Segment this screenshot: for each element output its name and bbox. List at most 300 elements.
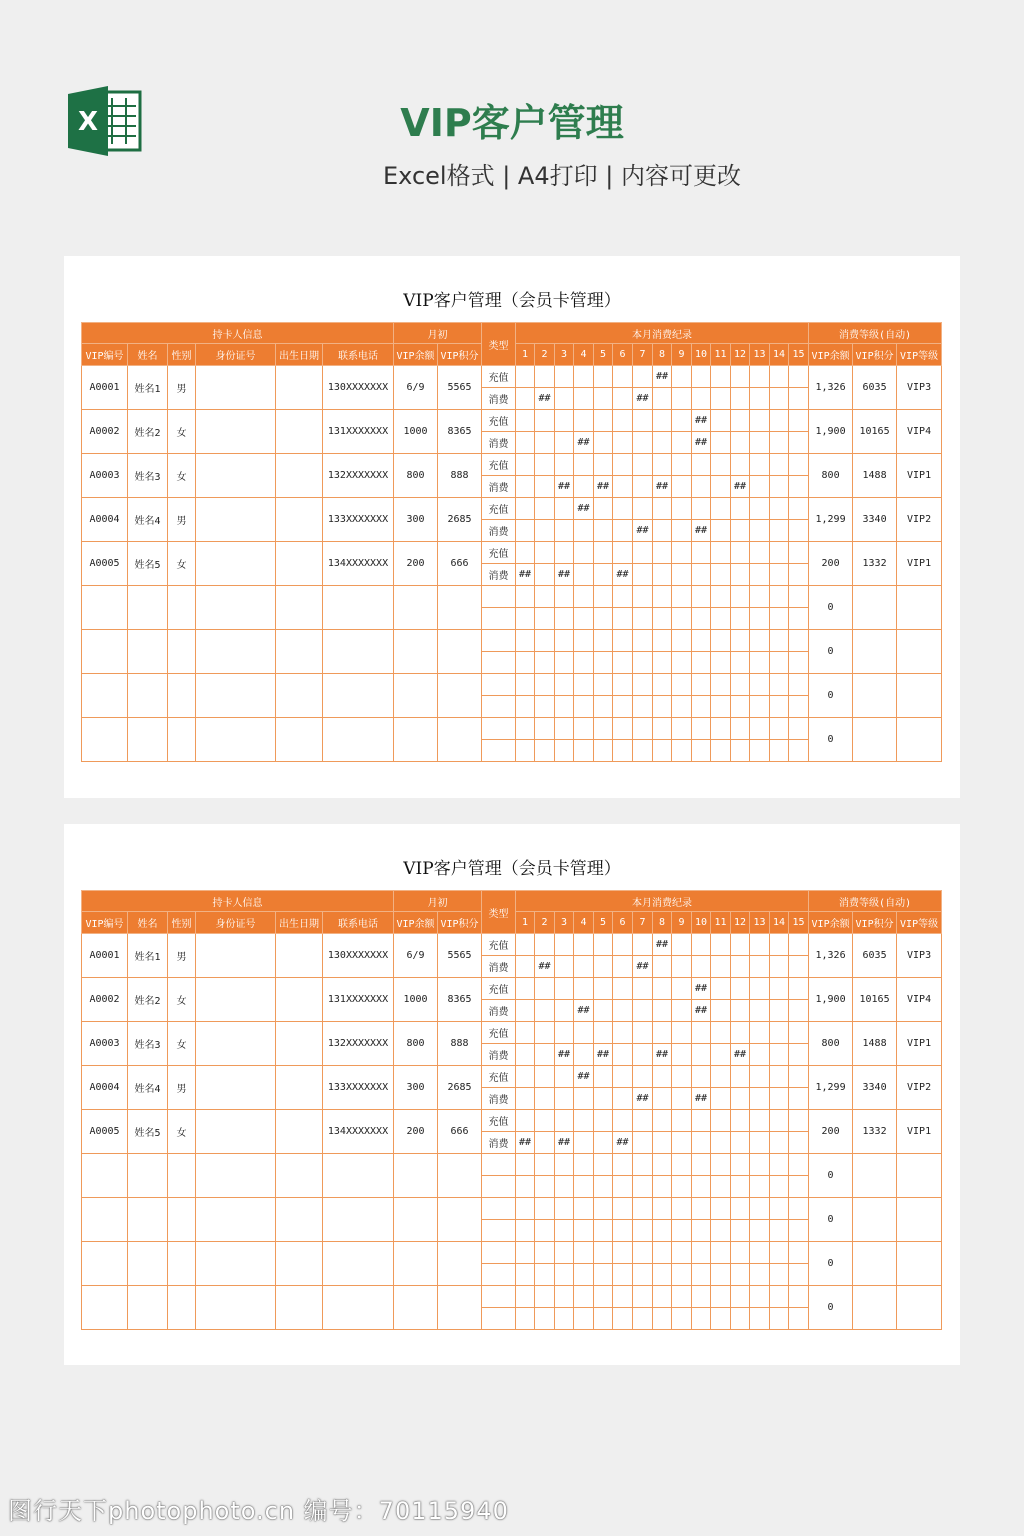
column-header: 出生日期 [276, 344, 323, 366]
day-cell [516, 740, 535, 762]
day-cell [555, 388, 574, 410]
cell-name [128, 674, 168, 718]
day-cell [516, 674, 535, 696]
day-cell [594, 542, 613, 564]
day-cell [692, 476, 711, 498]
day-cell [535, 542, 555, 564]
day-cell [672, 674, 692, 696]
day-cell [516, 1242, 535, 1264]
cell-vip-no: A0001 [82, 934, 128, 978]
type-cell [482, 1154, 516, 1176]
cell-points [438, 718, 482, 762]
cell-vip-no [82, 630, 128, 674]
cell-vip-level: VIP4 [897, 410, 942, 454]
day-cell [711, 1220, 731, 1242]
cell-name: 姓名4 [128, 1066, 168, 1110]
cell-phone: 134XXXXXXX [323, 1110, 394, 1154]
day-cell [574, 1088, 594, 1110]
day-cell [770, 388, 789, 410]
day-cell [613, 978, 633, 1000]
cell-cur-balance: 200 [809, 1110, 853, 1154]
day-header: 1 [516, 344, 535, 366]
day-cell [789, 1022, 809, 1044]
day-cell [594, 388, 613, 410]
day-cell [574, 454, 594, 476]
day-cell [711, 1154, 731, 1176]
day-cell [633, 1242, 653, 1264]
day-cell [750, 476, 770, 498]
cell-vip-level: VIP1 [897, 1022, 942, 1066]
day-cell [516, 476, 535, 498]
day-cell [555, 1242, 574, 1264]
day-cell [731, 1110, 750, 1132]
day-cell [692, 366, 711, 388]
day-cell [594, 956, 613, 978]
header-row [82, 891, 942, 912]
day-cell [731, 564, 750, 586]
day-cell [789, 608, 809, 630]
day-header: 13 [750, 912, 770, 934]
cell-cur-points [853, 674, 897, 718]
day-cell [750, 978, 770, 1000]
table-row [82, 934, 942, 956]
day-cell [770, 740, 789, 762]
day-cell [789, 740, 809, 762]
day-cell [555, 586, 574, 608]
cell-id-card [196, 1066, 276, 1110]
day-cell [789, 1220, 809, 1242]
day-cell [535, 978, 555, 1000]
cell-phone [323, 1242, 394, 1286]
day-cell [731, 1022, 750, 1044]
day-cell [711, 630, 731, 652]
cell-vip-level [897, 1198, 942, 1242]
day-cell [770, 1000, 789, 1022]
cell-cur-points: 1488 [853, 1022, 897, 1066]
cell-vip-no: A0002 [82, 410, 128, 454]
day-cell [653, 432, 672, 454]
cell-cur-balance: 1,326 [809, 934, 853, 978]
day-cell [789, 1286, 809, 1308]
day-cell [594, 410, 613, 432]
day-cell [731, 1198, 750, 1220]
day-cell: ## [535, 388, 555, 410]
cell-birthday [276, 1154, 323, 1198]
day-cell: ## [731, 476, 750, 498]
day-cell [535, 652, 555, 674]
day-cell [750, 564, 770, 586]
cell-gender [168, 1286, 196, 1330]
day-cell [770, 564, 789, 586]
cell-gender [168, 586, 196, 630]
day-cell [653, 586, 672, 608]
day-cell [613, 498, 633, 520]
day-cell [555, 696, 574, 718]
day-header: 6 [613, 912, 633, 934]
type-cell: 消费 [482, 476, 516, 498]
day-cell [770, 366, 789, 388]
day-cell [653, 388, 672, 410]
day-cell [516, 1044, 535, 1066]
cell-id-card [196, 1242, 276, 1286]
day-cell [535, 564, 555, 586]
column-header: VIP编号 [82, 912, 128, 934]
day-cell [613, 476, 633, 498]
day-cell [653, 652, 672, 674]
type-cell [482, 586, 516, 608]
day-cell [770, 956, 789, 978]
table-row [82, 630, 942, 652]
day-cell [653, 1242, 672, 1264]
day-cell [711, 652, 731, 674]
day-cell [672, 740, 692, 762]
cell-points: 888 [438, 454, 482, 498]
day-cell [653, 542, 672, 564]
cell-birthday [276, 934, 323, 978]
column-header: VIP余额 [809, 912, 853, 934]
type-cell: 消费 [482, 956, 516, 978]
day-cell [789, 1242, 809, 1264]
day-cell [711, 366, 731, 388]
day-cell [633, 978, 653, 1000]
day-cell [613, 1044, 633, 1066]
day-cell [633, 366, 653, 388]
day-cell [594, 1308, 613, 1330]
day-cell [770, 520, 789, 542]
day-cell [516, 956, 535, 978]
cell-name: 姓名1 [128, 934, 168, 978]
column-header: VIP余额 [809, 344, 853, 366]
table-row [82, 586, 942, 608]
cell-gender [168, 674, 196, 718]
day-cell [594, 674, 613, 696]
cell-points [438, 1154, 482, 1198]
day-cell [711, 388, 731, 410]
cell-vip-no [82, 674, 128, 718]
day-cell [594, 454, 613, 476]
day-cell [711, 520, 731, 542]
cell-phone: 133XXXXXXX [323, 498, 394, 542]
cell-id-card [196, 1022, 276, 1066]
cell-cur-balance: 1,326 [809, 366, 853, 410]
day-cell [594, 520, 613, 542]
cell-gender [168, 630, 196, 674]
day-cell [555, 1066, 574, 1088]
day-cell [535, 366, 555, 388]
cell-vip-no: A0005 [82, 542, 128, 586]
day-cell [516, 978, 535, 1000]
day-cell [692, 1154, 711, 1176]
table-row [82, 1286, 942, 1308]
day-cell: ## [633, 520, 653, 542]
day-cell [672, 454, 692, 476]
cell-vip-no [82, 1242, 128, 1286]
cell-birthday [276, 454, 323, 498]
day-cell [653, 454, 672, 476]
day-cell [653, 1110, 672, 1132]
day-cell [750, 498, 770, 520]
day-cell [653, 1286, 672, 1308]
day-cell: ## [653, 366, 672, 388]
day-cell: ## [633, 388, 653, 410]
day-cell [516, 630, 535, 652]
day-cell [613, 586, 633, 608]
day-cell [711, 718, 731, 740]
day-cell [613, 1000, 633, 1022]
day-cell [770, 498, 789, 520]
cell-balance: 300 [394, 498, 438, 542]
vip-table [81, 890, 942, 1330]
type-cell: 消费 [482, 1044, 516, 1066]
day-cell [633, 652, 653, 674]
day-cell [750, 1000, 770, 1022]
day-cell [672, 498, 692, 520]
day-cell [613, 1198, 633, 1220]
day-cell [731, 696, 750, 718]
day-cell [633, 476, 653, 498]
day-cell [574, 1022, 594, 1044]
day-cell [555, 1154, 574, 1176]
cell-phone [323, 674, 394, 718]
cell-points [438, 586, 482, 630]
day-cell [594, 564, 613, 586]
cell-balance [394, 1286, 438, 1330]
day-cell [672, 520, 692, 542]
sheet-title: VIP客户管理（会员卡管理） [403, 859, 621, 879]
day-cell [613, 388, 633, 410]
cell-id-card [196, 1110, 276, 1154]
day-cell [613, 652, 633, 674]
day-cell [789, 1154, 809, 1176]
day-cell [633, 454, 653, 476]
day-cell [672, 1000, 692, 1022]
day-cell [574, 542, 594, 564]
day-cell [633, 674, 653, 696]
table-row [82, 454, 942, 476]
day-cell: ## [516, 564, 535, 586]
table-row [82, 978, 942, 1000]
day-header: 4 [574, 912, 594, 934]
day-cell: ## [653, 476, 672, 498]
day-cell [516, 410, 535, 432]
day-cell [770, 586, 789, 608]
day-cell [555, 1022, 574, 1044]
day-cell [535, 586, 555, 608]
day-cell [750, 1022, 770, 1044]
day-cell [535, 498, 555, 520]
watermark: 图行天下photophoto.cn 编号：70115940 [8, 1497, 509, 1525]
day-header: 11 [711, 912, 731, 934]
day-cell [711, 432, 731, 454]
day-cell [692, 956, 711, 978]
cell-vip-level [897, 718, 942, 762]
day-cell [633, 1154, 653, 1176]
day-cell [711, 696, 731, 718]
day-cell [731, 1066, 750, 1088]
cell-phone: 133XXXXXXX [323, 1066, 394, 1110]
day-cell [770, 934, 789, 956]
day-cell [594, 498, 613, 520]
day-cell [711, 608, 731, 630]
day-cell [574, 520, 594, 542]
day-cell [731, 388, 750, 410]
day-cell [516, 696, 535, 718]
cell-vip-level: VIP3 [897, 366, 942, 410]
day-cell [711, 1110, 731, 1132]
day-cell [692, 1066, 711, 1088]
cell-vip-no: A0003 [82, 454, 128, 498]
cell-vip-level [897, 1286, 942, 1330]
day-cell [574, 1044, 594, 1066]
day-cell [731, 586, 750, 608]
day-cell [574, 564, 594, 586]
day-cell [750, 956, 770, 978]
day-cell [594, 1220, 613, 1242]
day-cell [731, 1286, 750, 1308]
cell-cur-points [853, 1286, 897, 1330]
cell-points: 888 [438, 1022, 482, 1066]
day-cell [633, 1132, 653, 1154]
day-cell [555, 652, 574, 674]
day-cell [535, 1154, 555, 1176]
day-cell [731, 1308, 750, 1330]
day-cell [672, 1198, 692, 1220]
cell-cur-points: 3340 [853, 498, 897, 542]
column-header: 性别 [168, 912, 196, 934]
day-cell [535, 630, 555, 652]
day-cell [653, 1220, 672, 1242]
day-header: 10 [692, 344, 711, 366]
cell-cur-points [853, 1198, 897, 1242]
day-cell: ## [653, 934, 672, 956]
day-cell [555, 718, 574, 740]
cell-cur-balance: 0 [809, 1242, 853, 1286]
type-cell [482, 1220, 516, 1242]
column-header: VIP等级 [897, 344, 942, 366]
day-cell [711, 564, 731, 586]
day-cell [535, 476, 555, 498]
day-cell [535, 432, 555, 454]
day-cell [692, 1176, 711, 1198]
page-subtitle: Excel格式 | A4打印 | 内容可更改 [383, 162, 741, 190]
day-cell [672, 1088, 692, 1110]
type-cell: 消费 [482, 520, 516, 542]
sheet-card [64, 256, 960, 798]
day-cell [633, 1000, 653, 1022]
day-cell [750, 1066, 770, 1088]
cell-balance: 200 [394, 1110, 438, 1154]
cell-cur-balance: 800 [809, 1022, 853, 1066]
cell-points [438, 1242, 482, 1286]
day-cell: ## [692, 978, 711, 1000]
day-cell: ## [692, 1000, 711, 1022]
day-cell [594, 366, 613, 388]
day-cell [613, 1220, 633, 1242]
day-cell [770, 1308, 789, 1330]
day-cell [574, 586, 594, 608]
cell-name [128, 1198, 168, 1242]
day-cell [594, 1198, 613, 1220]
day-cell [692, 1198, 711, 1220]
cell-cur-points: 1332 [853, 1110, 897, 1154]
cell-name: 姓名4 [128, 498, 168, 542]
day-cell [574, 1110, 594, 1132]
day-cell [711, 1308, 731, 1330]
day-cell [613, 1022, 633, 1044]
day-cell [613, 410, 633, 432]
cell-balance: 1000 [394, 410, 438, 454]
cell-balance [394, 1154, 438, 1198]
cell-points: 5565 [438, 934, 482, 978]
cell-id-card [196, 498, 276, 542]
day-cell [613, 696, 633, 718]
day-cell [731, 1088, 750, 1110]
day-cell [594, 740, 613, 762]
cell-vip-no: A0002 [82, 978, 128, 1022]
day-cell [789, 542, 809, 564]
day-cell [731, 542, 750, 564]
cell-name: 姓名5 [128, 1110, 168, 1154]
day-cell [789, 696, 809, 718]
cell-vip-level [897, 1242, 942, 1286]
day-cell [711, 740, 731, 762]
day-cell [594, 432, 613, 454]
day-cell [731, 520, 750, 542]
cell-gender [168, 1154, 196, 1198]
day-cell [594, 586, 613, 608]
day-cell [750, 934, 770, 956]
day-cell [789, 388, 809, 410]
day-cell [574, 1286, 594, 1308]
day-cell [516, 1176, 535, 1198]
svg-text:X: X [77, 107, 99, 137]
day-cell [555, 1220, 574, 1242]
day-cell [613, 956, 633, 978]
cell-points [438, 1198, 482, 1242]
cell-id-card [196, 978, 276, 1022]
day-cell [770, 1286, 789, 1308]
day-cell [535, 934, 555, 956]
day-cell [770, 978, 789, 1000]
cell-name: 姓名3 [128, 454, 168, 498]
day-cell: ## [555, 476, 574, 498]
day-cell [770, 1198, 789, 1220]
cell-gender: 女 [168, 1110, 196, 1154]
day-cell [672, 410, 692, 432]
group-header-level: 消费等级(自动) [809, 891, 942, 912]
day-cell [516, 934, 535, 956]
day-cell [555, 1198, 574, 1220]
type-cell: 消费 [482, 1132, 516, 1154]
cell-balance [394, 630, 438, 674]
table-row [82, 410, 942, 432]
day-cell [789, 564, 809, 586]
day-cell [672, 432, 692, 454]
cell-gender: 男 [168, 366, 196, 410]
cell-gender: 女 [168, 454, 196, 498]
type-cell: 充值 [482, 1022, 516, 1044]
day-cell [555, 498, 574, 520]
day-cell [731, 652, 750, 674]
day-cell [789, 366, 809, 388]
cell-cur-balance: 0 [809, 1154, 853, 1198]
day-cell [594, 1242, 613, 1264]
table-row [82, 674, 942, 696]
group-header-level: 消费等级(自动) [809, 323, 942, 344]
day-cell [633, 608, 653, 630]
day-cell: ## [692, 410, 711, 432]
day-cell [555, 1000, 574, 1022]
